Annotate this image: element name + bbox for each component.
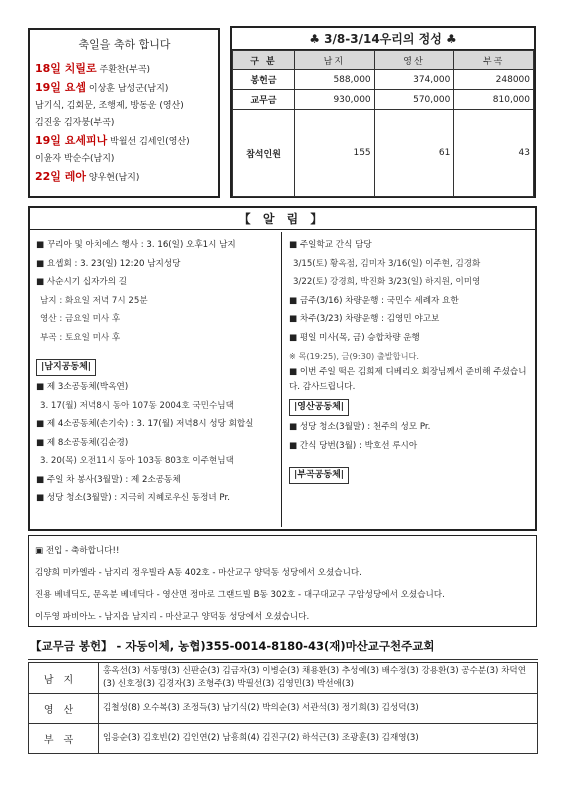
notice-item: ■ 평일 미사(목, 금) 승합차량 운행 xyxy=(289,332,420,343)
donor-parish: 영산 xyxy=(29,694,99,724)
feast-day-box xyxy=(28,28,220,198)
notice-detail: 3/22(토) 강경희, 박진화 3/23(일) 하지원, 이미영 xyxy=(293,277,481,287)
feast-line xyxy=(35,132,214,151)
notices-title: 【 알 림 】 xyxy=(30,208,535,230)
donors-box xyxy=(28,662,538,754)
donor-parish: 부곡 xyxy=(29,724,99,754)
offering-row xyxy=(233,110,534,197)
notice-note: ※ 목(19:25), 금(9:30) 출발합니다. xyxy=(289,351,419,361)
donor-names: 김철성(8) 오수복(3) 조정득(3) 남기식(2) 박의순(3) 서관석(3) 정기희(3) 김성덕(3) xyxy=(99,694,538,724)
notices-box xyxy=(28,206,537,531)
offering-header: 남지 xyxy=(295,51,375,70)
notice-item: ■ 제 8소공동체(김순경) xyxy=(36,437,129,448)
feast-day: 19일 요세피나 xyxy=(35,134,108,147)
section-heading: |영산공동체| xyxy=(289,399,349,416)
feast-line xyxy=(35,60,214,79)
section-heading: |부곡공동체| xyxy=(289,467,349,484)
notice-item: ■ 차주(3/23) 차량운행 : 김영민 야고보 xyxy=(289,314,440,324)
notice-item: ■ 간식 당번(3월) : 박호선 루시아 xyxy=(289,440,418,451)
move-in-heading: ▣ 전입 - 축하합니다!! xyxy=(35,546,120,556)
donor-names: 임응순(3) 김호빈(2) 김인연(2) 남흥희(4) 김진구(2) 하석근(3) 조광훈(3) 김재영(3) xyxy=(99,724,538,754)
feast-names: 양우현(남지) xyxy=(88,173,140,183)
move-in-entry: 김양희 미카엘라 - 남지리 정우빌라 A동 402호 - 마산교구 양덕동 성당에서 오셨습니다. xyxy=(35,568,362,578)
divider xyxy=(28,659,538,660)
cell-value: 588,000 xyxy=(295,70,375,90)
feast-names: 이상훈 남성군(남지) xyxy=(88,84,169,94)
notices-left-column xyxy=(30,232,282,527)
offering-header: 구 분 xyxy=(233,51,295,70)
notice-detail: 남지 : 화요일 저녁 7시 25분 xyxy=(40,295,148,306)
feast-day: 18일 치릴로 xyxy=(35,62,97,75)
feast-names: 이윤자 박순수(남지) xyxy=(35,154,115,164)
notice-detail: 3. 20(목) 오전11시 동아 103동 803호 이주현님댁 xyxy=(40,456,234,466)
feast-names: 주환찬(부곡) xyxy=(99,65,151,75)
notice-item: ■ 이번 주일 떡은 김희제 디베리오 회장님께서 준비해 주셨습니다. 감사드립니다. xyxy=(289,367,527,392)
cell-value: 155 xyxy=(295,110,375,197)
notice-item: ■ 주일학교 간식 담당 xyxy=(289,240,372,250)
donors-table xyxy=(28,662,538,754)
move-in-box xyxy=(28,535,537,627)
notices-right-column xyxy=(283,232,535,527)
offering-title: ♣ 3/8-3/14우리의 정성 ♣ xyxy=(232,28,534,50)
cell-value: 248000 xyxy=(454,70,534,90)
notice-item: ■ 꾸리아 및 아치에스 행사 : 3. 16(일) 오후1시 남지 xyxy=(36,240,236,250)
notice-item: ■ 주일 차 봉사(3월말) : 제 2소공동체 xyxy=(36,474,181,485)
row-label: 교무금 xyxy=(233,90,295,110)
feast-title: 축일을 축하 합니다 xyxy=(78,38,171,51)
notice-item: ■ 요셉회 : 3. 23(일) 12:20 남지성당 xyxy=(36,258,181,269)
notice-detail: 3/15(토) 황옥점, 김미자 3/16(일) 이주현, 김경화 xyxy=(293,258,481,269)
move-in-entry: 진용 베네딕도, 문옥분 베네딕다 - 영산면 정마로 그랜드빌 B동 302호 - 대구대교구 구암성당에서 오셨습니다. xyxy=(35,590,445,600)
offering-row xyxy=(233,70,534,90)
offering-box xyxy=(230,26,536,198)
feast-names: 김진웅 김자붕(부곡) xyxy=(35,118,115,128)
offering-table xyxy=(232,50,534,197)
cell-value: 570,000 xyxy=(374,90,454,110)
notice-item: ■ 사순시기 십자가의 길 xyxy=(36,277,128,287)
notice-item: ■ 성당 청소(3월말) : 지극히 지혜로우신 동정녀 Pr. xyxy=(36,493,230,503)
donor-row xyxy=(29,724,538,754)
notice-detail: 부곡 : 토요일 미사 후 xyxy=(40,332,121,343)
donor-parish: 남지 xyxy=(29,663,99,694)
notice-item: ■ 성당 청소(3월말) : 천주의 성모 Pr. xyxy=(289,422,431,432)
donor-row xyxy=(29,663,538,694)
notice-detail: 3. 17(월) 저녁8시 동아 107동 2004호 국민수님댁 xyxy=(40,400,234,411)
offering-header: 부곡 xyxy=(454,51,534,70)
section-heading: |남지공동체| xyxy=(36,359,96,376)
feast-line xyxy=(35,151,214,168)
cell-value: 810,000 xyxy=(454,90,534,110)
feast-day: 22일 레아 xyxy=(35,170,87,183)
notice-item: ■ 금주(3/16) 차량운행 : 국민수 세례자 요한 xyxy=(289,295,459,306)
row-label: 봉헌금 xyxy=(233,70,295,90)
donation-header: 【교무금 봉헌】 - 자동이체, 농협)355-0014-8180-43(재)마산교구천주교회 xyxy=(30,639,435,653)
feast-line xyxy=(35,79,214,98)
cell-value: 930,000 xyxy=(295,90,375,110)
donor-names: 홍옥선(3) 서동명(3) 신판순(3) 김금자(3) 이병순(3) 채용환(3) 추성예(3) 배수정(3) 강용환(3) 공수분(3) 차덕연(3) 신호정(3) 김경자(3) 조형주(3) 박필선(3) 김영민(3) 박선애(3) xyxy=(99,663,538,694)
offering-header: 영산 xyxy=(374,51,454,70)
notice-item: ■ 제 4소공동체(손기숙) : 3. 17(월) 저녁8시 성당 회합실 xyxy=(36,419,254,429)
row-label: 참석인원 xyxy=(233,110,295,197)
feast-line xyxy=(35,168,214,187)
feast-line xyxy=(35,115,214,132)
cell-value: 43 xyxy=(454,110,534,197)
donor-row xyxy=(29,694,538,724)
offering-row xyxy=(233,90,534,110)
notice-item: ■ 제 3소공동체(박옥연) xyxy=(36,382,129,392)
offering-header-row xyxy=(233,51,534,70)
cell-value: 374,000 xyxy=(374,70,454,90)
cell-value: 61 xyxy=(374,110,454,197)
feast-names: 남기식, 김회문, 조행제, 방동운 (영산) xyxy=(35,101,184,111)
feast-names: 박월선 김세인(영산) xyxy=(110,137,190,147)
feast-day: 19일 요셉 xyxy=(35,81,87,94)
feast-line xyxy=(35,98,214,115)
move-in-entry: 이두영 파비아노 - 남지읍 남지리 - 마산교구 양덕동 성당에서 오셨습니다. xyxy=(35,612,310,622)
notice-detail: 영산 : 금요일 미사 후 xyxy=(40,314,121,324)
